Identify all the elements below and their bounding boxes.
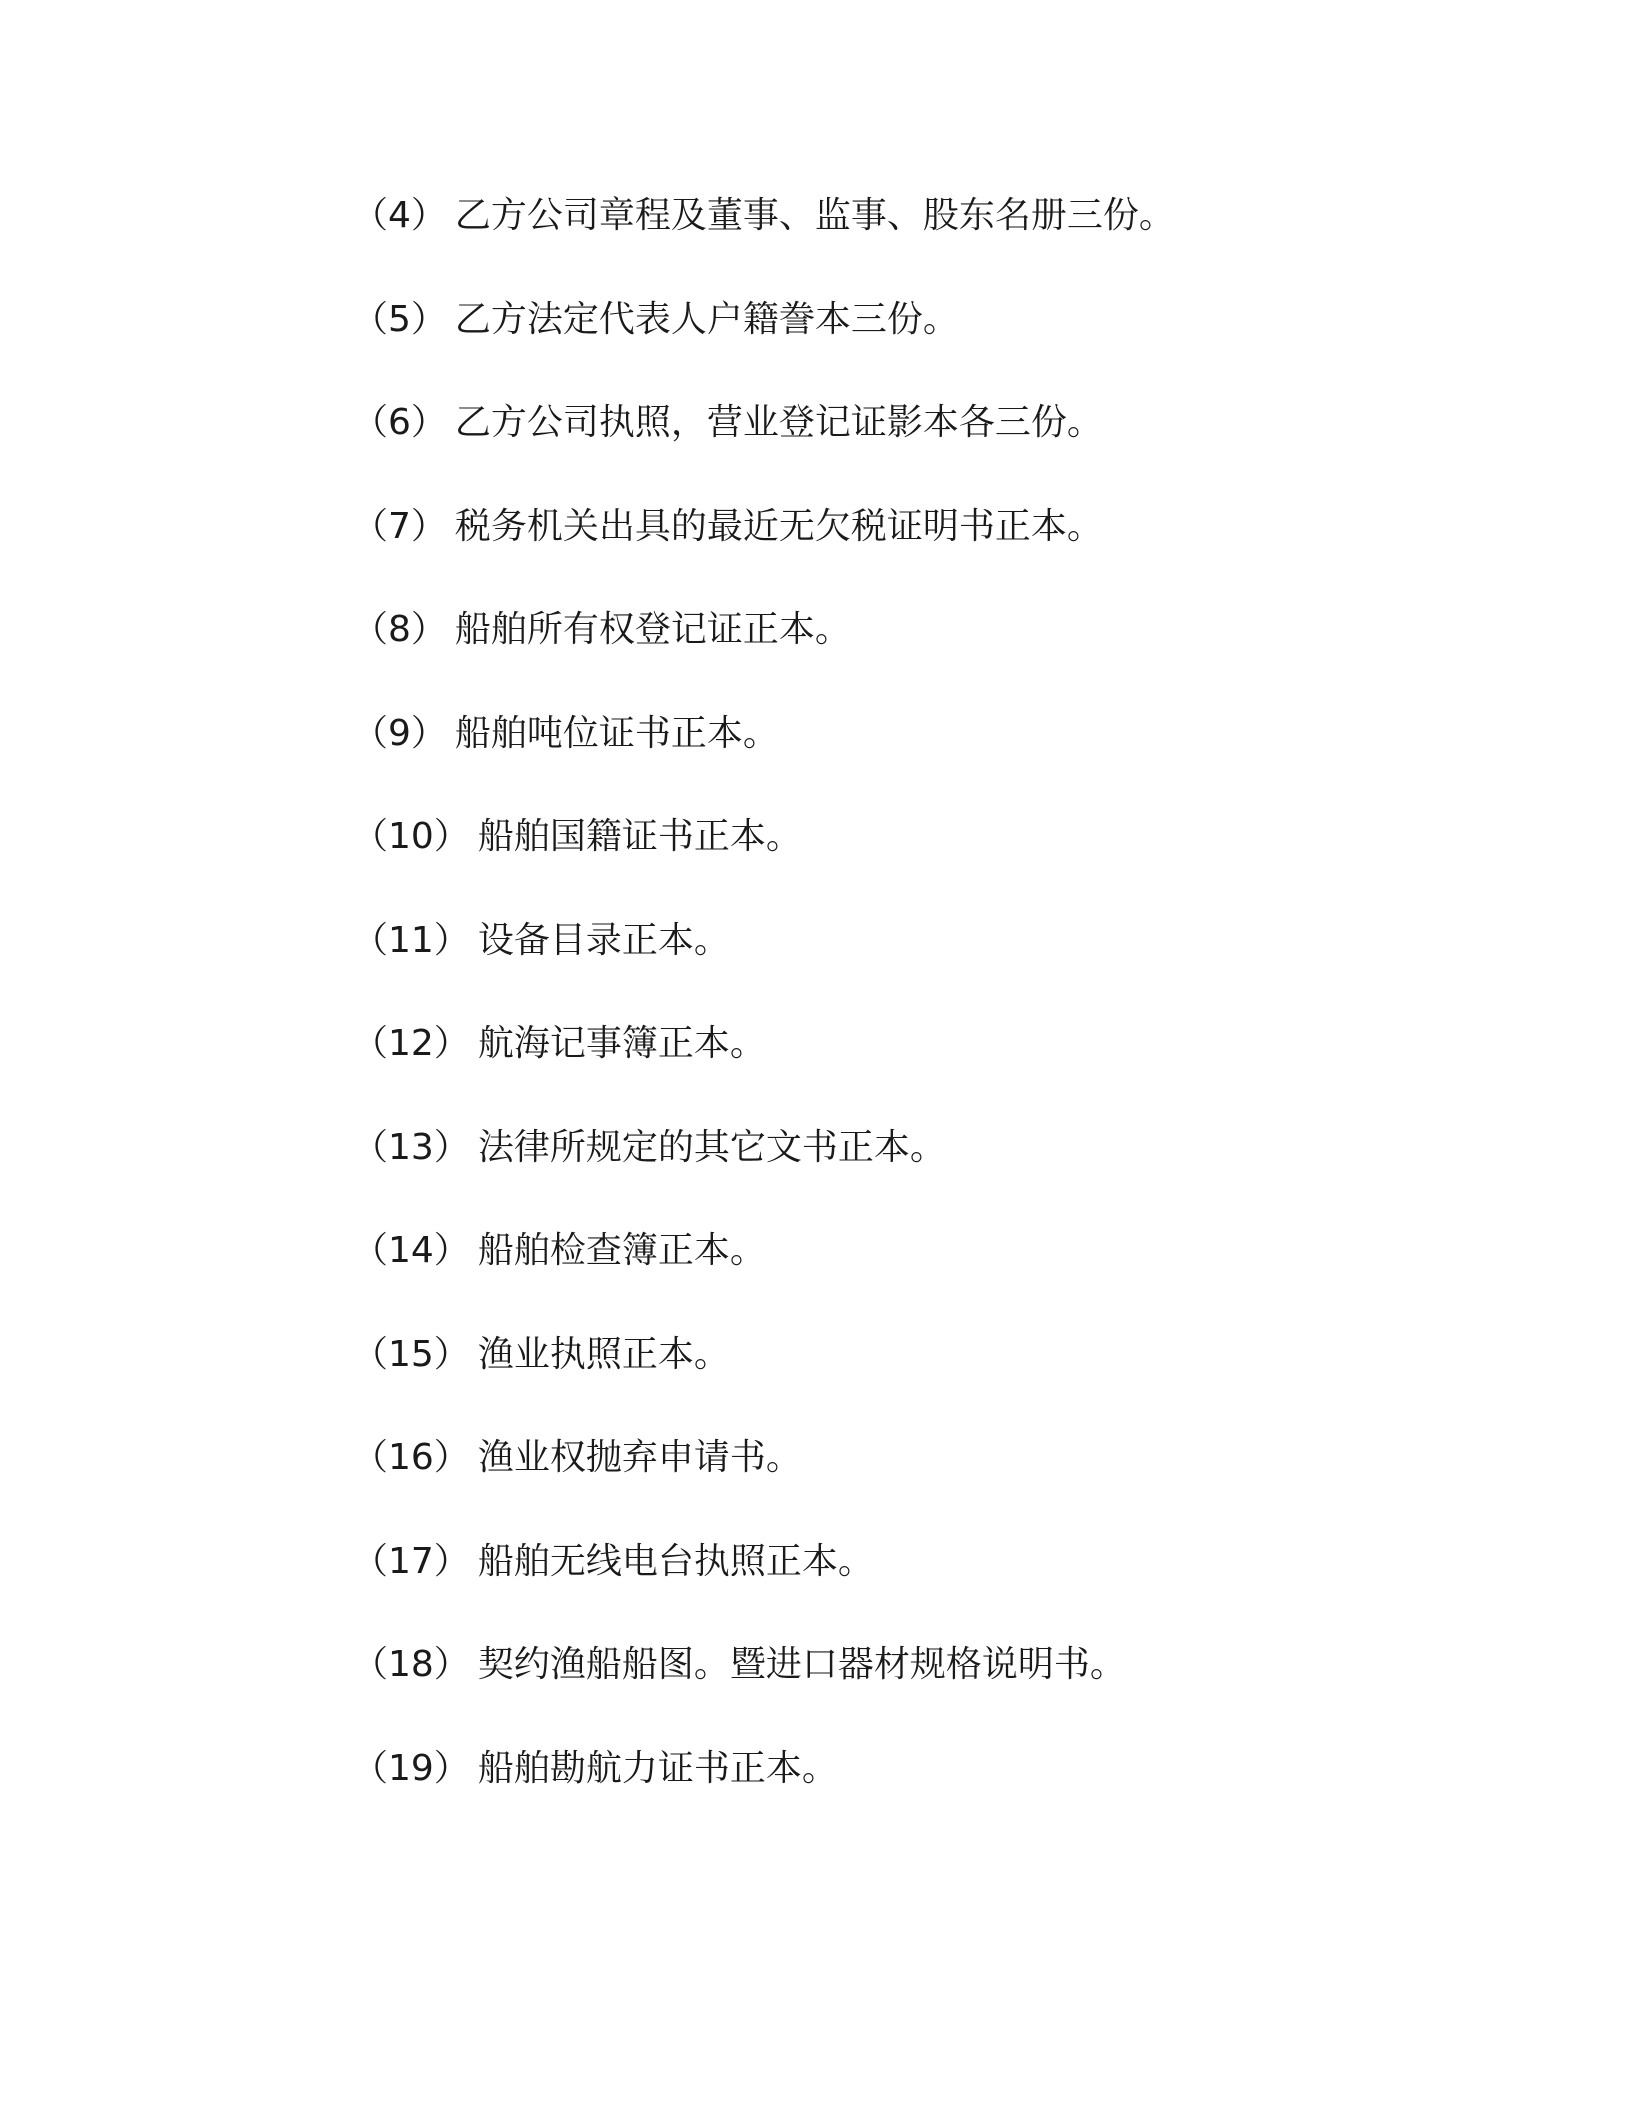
list-item bbox=[352, 188, 1175, 292]
item-number: （12） bbox=[352, 1023, 470, 1064]
item-number: （18） bbox=[352, 1644, 470, 1685]
item-text: 船舶检查簿正本。 bbox=[477, 1230, 766, 1271]
item-number: （4） bbox=[352, 195, 447, 236]
item-text: 船舶所有权登记证正本。 bbox=[454, 609, 851, 650]
list-item bbox=[352, 1120, 1175, 1224]
item-text: 乙方法定代表人户籍誊本三份。 bbox=[454, 298, 959, 340]
item-text: 渔业权抛弃申请书。 bbox=[477, 1437, 802, 1478]
list-item bbox=[352, 602, 1175, 706]
item-number: （14） bbox=[352, 1230, 470, 1271]
item-text: 税务机关出具的最近无欠税证明书正本。 bbox=[454, 505, 1103, 547]
item-text: 法律所规定的其它文书正本。 bbox=[477, 1126, 946, 1168]
item-number: （17） bbox=[352, 1540, 470, 1582]
item-number: （15） bbox=[352, 1333, 470, 1375]
item-text: 船舶国籍证书正本。 bbox=[477, 816, 802, 857]
item-number: （8） bbox=[352, 609, 447, 650]
item-text: 航海记事簿正本。 bbox=[477, 1023, 766, 1064]
item-number: （7） bbox=[352, 505, 447, 547]
list-item bbox=[352, 1637, 1175, 1741]
item-text: 渔业执照正本。 bbox=[477, 1333, 730, 1375]
list-item bbox=[352, 809, 1175, 913]
item-text: 乙方公司执照，营业登记证影本各三份。 bbox=[454, 402, 1103, 443]
item-number: （11） bbox=[352, 919, 470, 961]
list-item bbox=[352, 1223, 1175, 1327]
list-item bbox=[352, 1534, 1175, 1638]
item-text: 契约渔船船图。暨进口器材规格说明书。 bbox=[477, 1644, 1126, 1685]
item-number: （5） bbox=[352, 298, 447, 340]
item-text: 设备目录正本。 bbox=[477, 919, 730, 961]
item-number: （10） bbox=[352, 816, 470, 857]
list-item bbox=[352, 913, 1175, 1017]
list-item bbox=[352, 499, 1175, 603]
list-item bbox=[352, 1741, 1175, 1845]
item-number: （6） bbox=[352, 402, 447, 443]
list-item bbox=[352, 1430, 1175, 1534]
item-number: （16） bbox=[352, 1437, 470, 1478]
item-number: （13） bbox=[352, 1126, 470, 1168]
list-item bbox=[352, 706, 1175, 810]
list-item bbox=[352, 292, 1175, 396]
list-item bbox=[352, 1016, 1175, 1120]
item-text: 船舶无线电台执照正本。 bbox=[477, 1540, 874, 1582]
item-text: 乙方公司章程及董事、监事、股东名册三份。 bbox=[454, 195, 1175, 236]
list-item bbox=[352, 1327, 1175, 1431]
list-item bbox=[352, 395, 1175, 499]
document-list bbox=[352, 188, 1175, 1844]
item-text: 船舶勘航力证书正本。 bbox=[477, 1747, 838, 1789]
item-text: 船舶吨位证书正本。 bbox=[454, 712, 779, 754]
item-number: （9） bbox=[352, 712, 447, 754]
item-number: （19） bbox=[352, 1747, 470, 1789]
